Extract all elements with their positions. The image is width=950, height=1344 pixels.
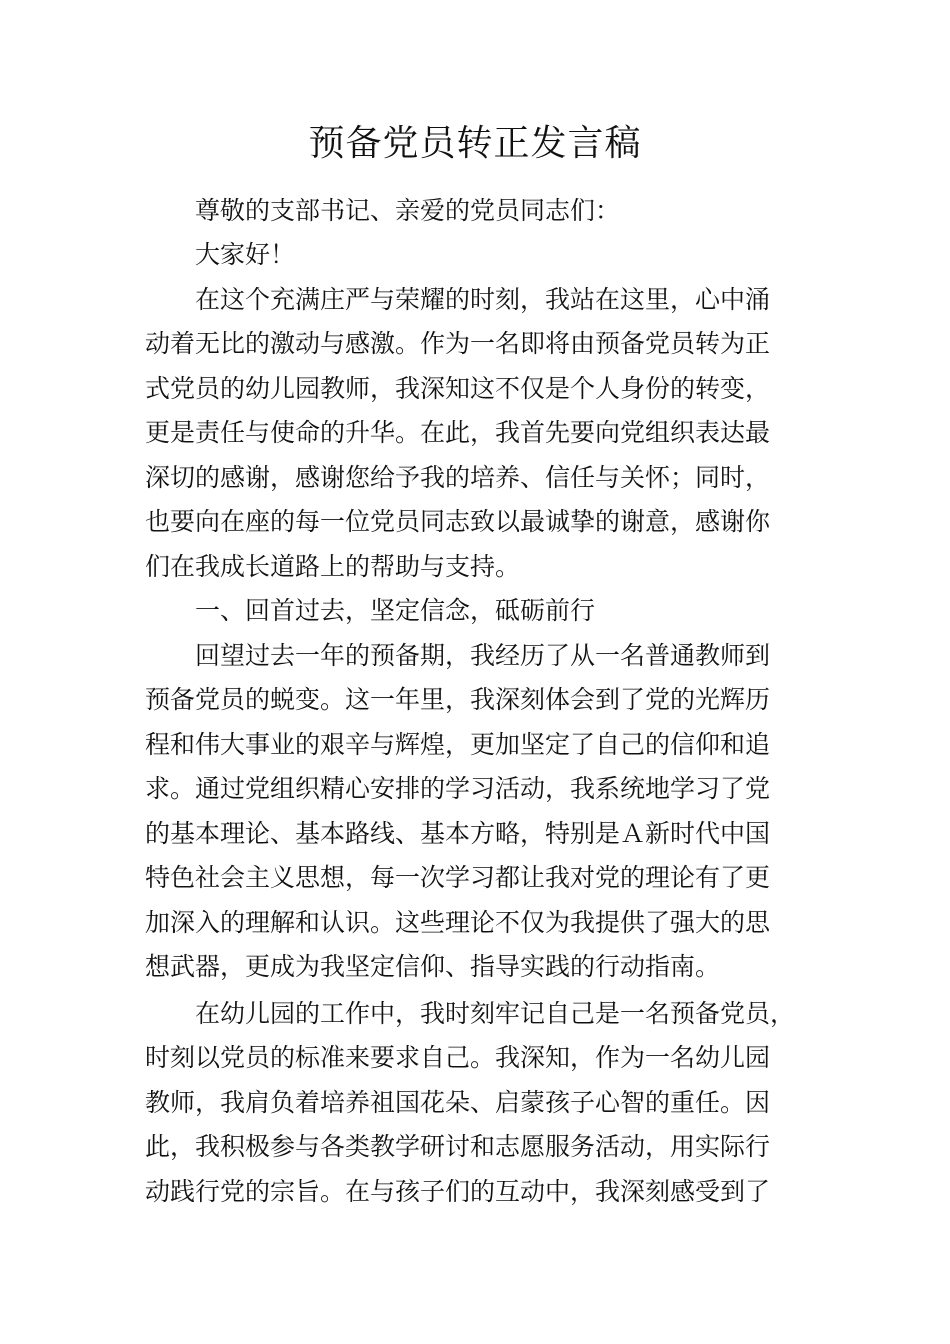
salutation-line: 尊敬的支部书记、亲爱的党员同志们：: [195, 196, 621, 225]
paragraph-1-line-4: 更是责任与使命的升华。在此，我首先要向党组织表达最: [145, 418, 771, 447]
section-heading-1: 一、回首过去，坚定信念，砥砺前行: [195, 596, 596, 625]
paragraph-2-line-5: 的基本理论、基本路线、基本方略，特别是Ａ新时代中国: [145, 819, 771, 848]
paragraph-1-line-6: 也要向在座的每一位党员同志致以最诚挚的谢意，感谢你: [145, 507, 771, 536]
paragraph-3-line-3: 教师，我肩负着培养祖国花朵、启蒙孩子心智的重任。因: [145, 1088, 771, 1117]
paragraph-2-line-1: 回望过去一年的预备期，我经历了从一名普通教师到: [195, 641, 771, 670]
paragraph-3-line-5: 动践行党的宗旨。在与孩子们的互动中，我深刻感受到了: [145, 1177, 771, 1206]
greeting-line: 大家好！: [195, 240, 296, 269]
paragraph-2-line-2: 预备党员的蜕变。这一年里，我深刻体会到了党的光辉历: [145, 685, 771, 714]
paragraph-2-line-7: 加深入的理解和认识。这些理论不仅为我提供了强大的思: [145, 908, 771, 937]
paragraph-3-line-4: 此，我积极参与各类教学研讨和志愿服务活动，用实际行: [145, 1132, 771, 1161]
paragraph-1-line-5: 深切的感谢，感谢您给予我的培养、信任与关怀；同时，: [145, 463, 771, 492]
paragraph-2-line-3: 程和伟大事业的艰辛与辉煌，更加坚定了自己的信仰和追: [145, 730, 771, 759]
paragraph-2-line-6: 特色社会主义思想，每一次学习都让我对党的理论有了更: [145, 863, 771, 892]
paragraph-3-line-1: 在幼儿园的工作中，我时刻牢记自己是一名预备党员，: [195, 999, 796, 1028]
paragraph-3-line-2: 时刻以党员的标准来要求自己。我深知，作为一名幼儿园: [145, 1043, 771, 1072]
paragraph-2-line-8: 想武器，更成为我坚定信仰、指导实践的行动指南。: [145, 952, 721, 981]
paragraph-1-line-2: 动着无比的激动与感激。作为一名即将由预备党员转为正: [145, 329, 771, 358]
paragraph-1-line-3: 式党员的幼儿园教师，我深知这不仅是个人身份的转变，: [145, 374, 771, 403]
paragraph-1-line-1: 在这个充满庄严与荣耀的时刻，我站在这里，心中涌: [195, 285, 771, 314]
document-title: 预备党员转正发言稿: [308, 123, 642, 164]
paragraph-2-line-4: 求。通过党组织精心安排的学习活动，我系统地学习了党: [145, 774, 771, 803]
paragraph-1-line-7: 们在我成长道路上的帮助与支持。: [145, 552, 521, 581]
